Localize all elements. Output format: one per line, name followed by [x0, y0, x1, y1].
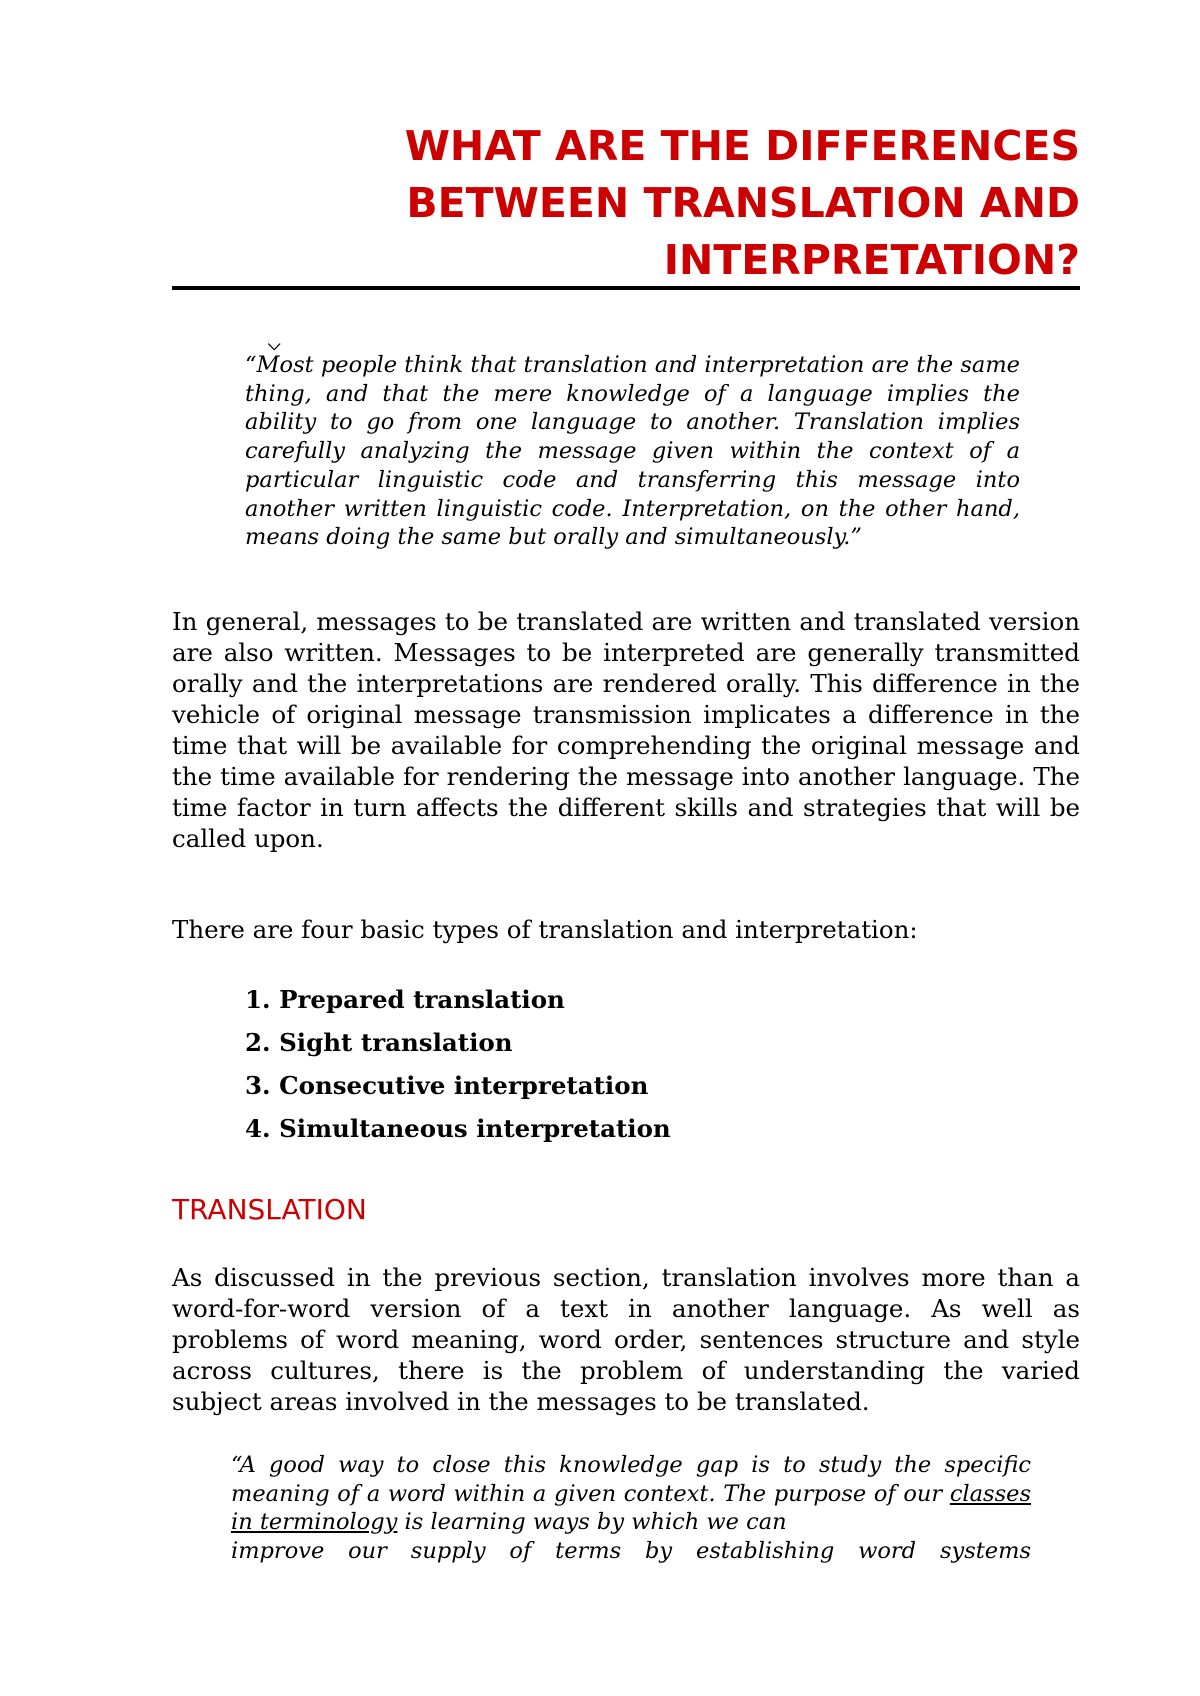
- quote-text: is learning ways by which we can: [397, 1509, 787, 1536]
- paragraph-four-types-intro: There are four basic types of translation and interpretation:: [172, 915, 918, 944]
- opening-quote: “Most people think that translation and interpretation are the same thing, and that the mere knowledge of a language implies the ability to go from one language to another. Translation implies carefully analyzing the message given within the context of a particular linguistic code and transferring this message into another written linguistic code. Interpretation, on the other hand, means doing the same but orally and simultaneously.”: [245, 352, 1020, 551]
- list-item: 2. Sight translation: [245, 1028, 513, 1057]
- terminology-quote: [231, 1451, 1031, 1566]
- title-line: INTERPRETATION?: [663, 236, 1080, 284]
- document-title: [170, 118, 1080, 289]
- text-cursor-icon: ⌵: [267, 328, 282, 356]
- title-line: BETWEEN TRANSLATION AND: [406, 179, 1080, 227]
- list-item: 1. Prepared translation: [245, 985, 565, 1014]
- terminology-classes-link[interactable]: classes in terminology: [231, 1480, 1031, 1536]
- quote-text: “A good way to close this knowledge gap is to study the specific meaning of a word within a given context. The purpose of our: [231, 1452, 1031, 1507]
- quote-text-last-line: improve our supply of terms by establishing word systems: [231, 1538, 1031, 1565]
- section-heading-translation: TRANSLATION: [172, 1193, 367, 1226]
- list-item: 4. Simultaneous interpretation: [245, 1114, 671, 1143]
- paragraph-general-messages: In general, messages to be translated are written and translated version are also written. Messages to be interpreted are generally transmitted orally and the interpretations are rendered orally. This difference in the vehicle of original message transmission implicates a difference in the time that will be available for comprehending the original message and the time available for rendering the message into another language. The time factor in turn affects the different skills and strategies that will be called upon.: [172, 607, 1080, 853]
- types-list: [245, 984, 1045, 1156]
- title-underline-rule: [172, 286, 1080, 290]
- title-line: WHAT ARE THE DIFFERENCES: [404, 122, 1080, 170]
- paragraph-translation-discussion: As discussed in the previous section, translation involves more than a word-for-word version of a text in another language. As well as problems of word meaning, word order, sentences structure and style across cultures, there is the problem of understanding the varied subject areas involved in the messages to be translated.: [172, 1263, 1080, 1416]
- list-item: 3. Consecutive interpretation: [245, 1071, 649, 1100]
